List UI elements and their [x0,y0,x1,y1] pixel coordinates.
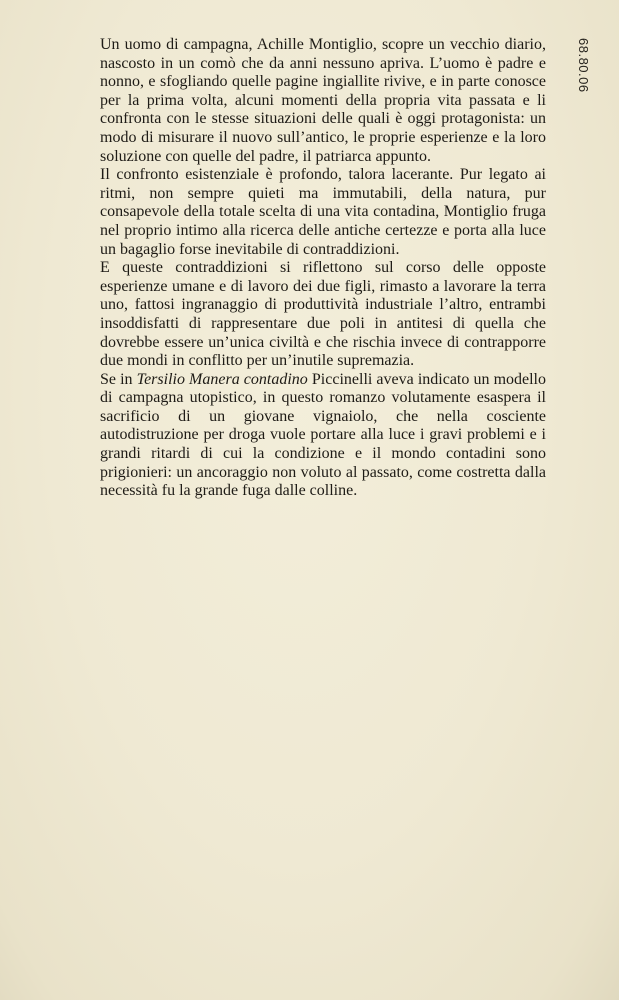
paragraph-1: Un uomo di campagna, Achille Montiglio, scopre un vecchio diario, nascosto in un comò che da anni nessuno apriva. L’uomo è padre e nonno, e sfogliando quelle pagine ingiallite rivive, e in parte conosce per la prima volta, alcuni momenti della propria vita passata e li confronta con le stesse situazioni delle quali è oggi protagonista: un modo di misurare il nuovo sull’antico, le proprie esperienze e la loro soluzione con quelle del padre, il patriarca appunto. [100,36,546,165]
paragraph-4 [100,371,546,501]
edition-code: 68.80.06 [576,38,591,93]
book-title-italic: Tersilio Manera contadino [136,370,308,388]
blurb-text-block [100,36,546,501]
paragraph-4-text-pre: Se in [100,370,137,388]
paragraph-2: Il confronto esistenziale è profondo, talora lacerante. Pur legato ai ritmi, non sempre quieti ma immutabili, della natura, pur consapevole della totale scelta di una vita contadina, Montiglio fruga nel proprio intimo alla ricerca delle antiche certezze e porta alla luce un bagaglio forse inevitabile di contraddizioni. [100,166,546,258]
paragraph-4-text-post: Piccinelli aveva indicato un modello di campagna utopistico, in questo romanzo volutamente esaspera il sacrificio di un giovane vignaiolo, che nella cosciente autodistruzione per droga vuole portare alla luce i gravi problemi e i grandi ritardi di cui la condizione e il mondo contadini sono prigionieri: un ancoraggio non voluto al passato, come costretta dalla necessità fu la grande fuga dalle colline. [100,370,547,500]
paragraph-3: E queste contraddizioni si riflettono sul corso delle opposte esperienze umane e di lavoro dei due figli, rimasto a lavorare la terra uno, fattosi ingranaggio di produttività industriale l’altro, entrambi insoddisfatti di rappresentare due poli in antitesi di quella che dovrebbe essere un’unica civiltà e che rischia invece di contrapporre due mondi in conflitto per un’inutile supremazia. [100,259,546,370]
